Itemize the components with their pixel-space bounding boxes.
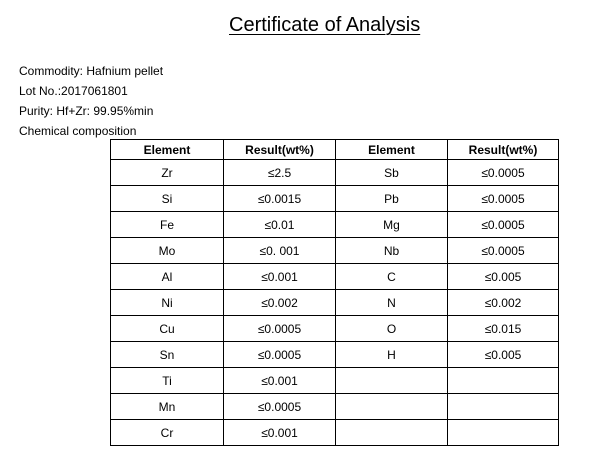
composition-table — [110, 139, 559, 446]
element-cell — [336, 368, 448, 394]
result-cell: ≤0.0005 — [448, 238, 559, 264]
table-row — [111, 316, 559, 342]
result-cell — [448, 420, 559, 446]
result-cell: ≤0.0005 — [224, 342, 336, 368]
element-cell: Al — [111, 264, 224, 290]
table-row — [111, 238, 559, 264]
document-title: Certificate of Analysis — [229, 14, 421, 36]
table-row — [111, 264, 559, 290]
table-row — [111, 394, 559, 420]
header-result-right: Result(wt%) — [448, 140, 559, 160]
element-cell: Nb — [336, 238, 448, 264]
element-cell: Sn — [111, 342, 224, 368]
result-cell: ≤0.001 — [224, 420, 336, 446]
element-cell: Pb — [336, 186, 448, 212]
element-cell: Cu — [111, 316, 224, 342]
result-cell: ≤0.0005 — [448, 186, 559, 212]
table-header-row — [111, 140, 559, 160]
table-row — [111, 342, 559, 368]
table-row — [111, 368, 559, 394]
lot-number-line: Lot No.:2017061801 — [19, 84, 128, 98]
result-cell: ≤0.002 — [224, 290, 336, 316]
table-row — [111, 186, 559, 212]
table-row — [111, 160, 559, 186]
element-cell: Zr — [111, 160, 224, 186]
result-cell: ≤0. 001 — [224, 238, 336, 264]
element-cell: Ni — [111, 290, 224, 316]
element-cell: Fe — [111, 212, 224, 238]
element-cell: Sb — [336, 160, 448, 186]
result-cell: ≤0.001 — [224, 264, 336, 290]
purity-line: Purity: Hf+Zr: 99.95%min — [19, 104, 154, 118]
commodity-line: Commodity: Hafnium pellet — [19, 64, 164, 78]
result-cell: ≤0.002 — [448, 290, 559, 316]
result-cell: ≤0.0005 — [448, 160, 559, 186]
header-result-left: Result(wt%) — [224, 140, 336, 160]
element-cell: Mn — [111, 394, 224, 420]
header-element-left: Element — [111, 140, 224, 160]
table-row — [111, 212, 559, 238]
element-cell: N — [336, 290, 448, 316]
result-cell: ≤0.005 — [448, 264, 559, 290]
result-cell: ≤0.01 — [224, 212, 336, 238]
composition-heading: Chemical composition — [19, 124, 137, 138]
element-cell — [336, 394, 448, 420]
result-cell: ≤0.015 — [448, 316, 559, 342]
element-cell: H — [336, 342, 448, 368]
element-cell: Mo — [111, 238, 224, 264]
element-cell: Si — [111, 186, 224, 212]
result-cell: ≤2.5 — [224, 160, 336, 186]
element-cell: Ti — [111, 368, 224, 394]
result-cell — [448, 368, 559, 394]
result-cell: ≤0.0015 — [224, 186, 336, 212]
result-cell — [448, 394, 559, 420]
result-cell: ≤0.0005 — [224, 394, 336, 420]
result-cell: ≤0.005 — [448, 342, 559, 368]
element-cell: Mg — [336, 212, 448, 238]
element-cell: Cr — [111, 420, 224, 446]
element-cell: C — [336, 264, 448, 290]
result-cell: ≤0.0005 — [448, 212, 559, 238]
title-area — [0, 12, 595, 40]
result-cell: ≤0.0005 — [224, 316, 336, 342]
element-cell: O — [336, 316, 448, 342]
table-row — [111, 290, 559, 316]
table-row — [111, 420, 559, 446]
result-cell: ≤0.001 — [224, 368, 336, 394]
header-element-right: Element — [336, 140, 448, 160]
element-cell — [336, 420, 448, 446]
